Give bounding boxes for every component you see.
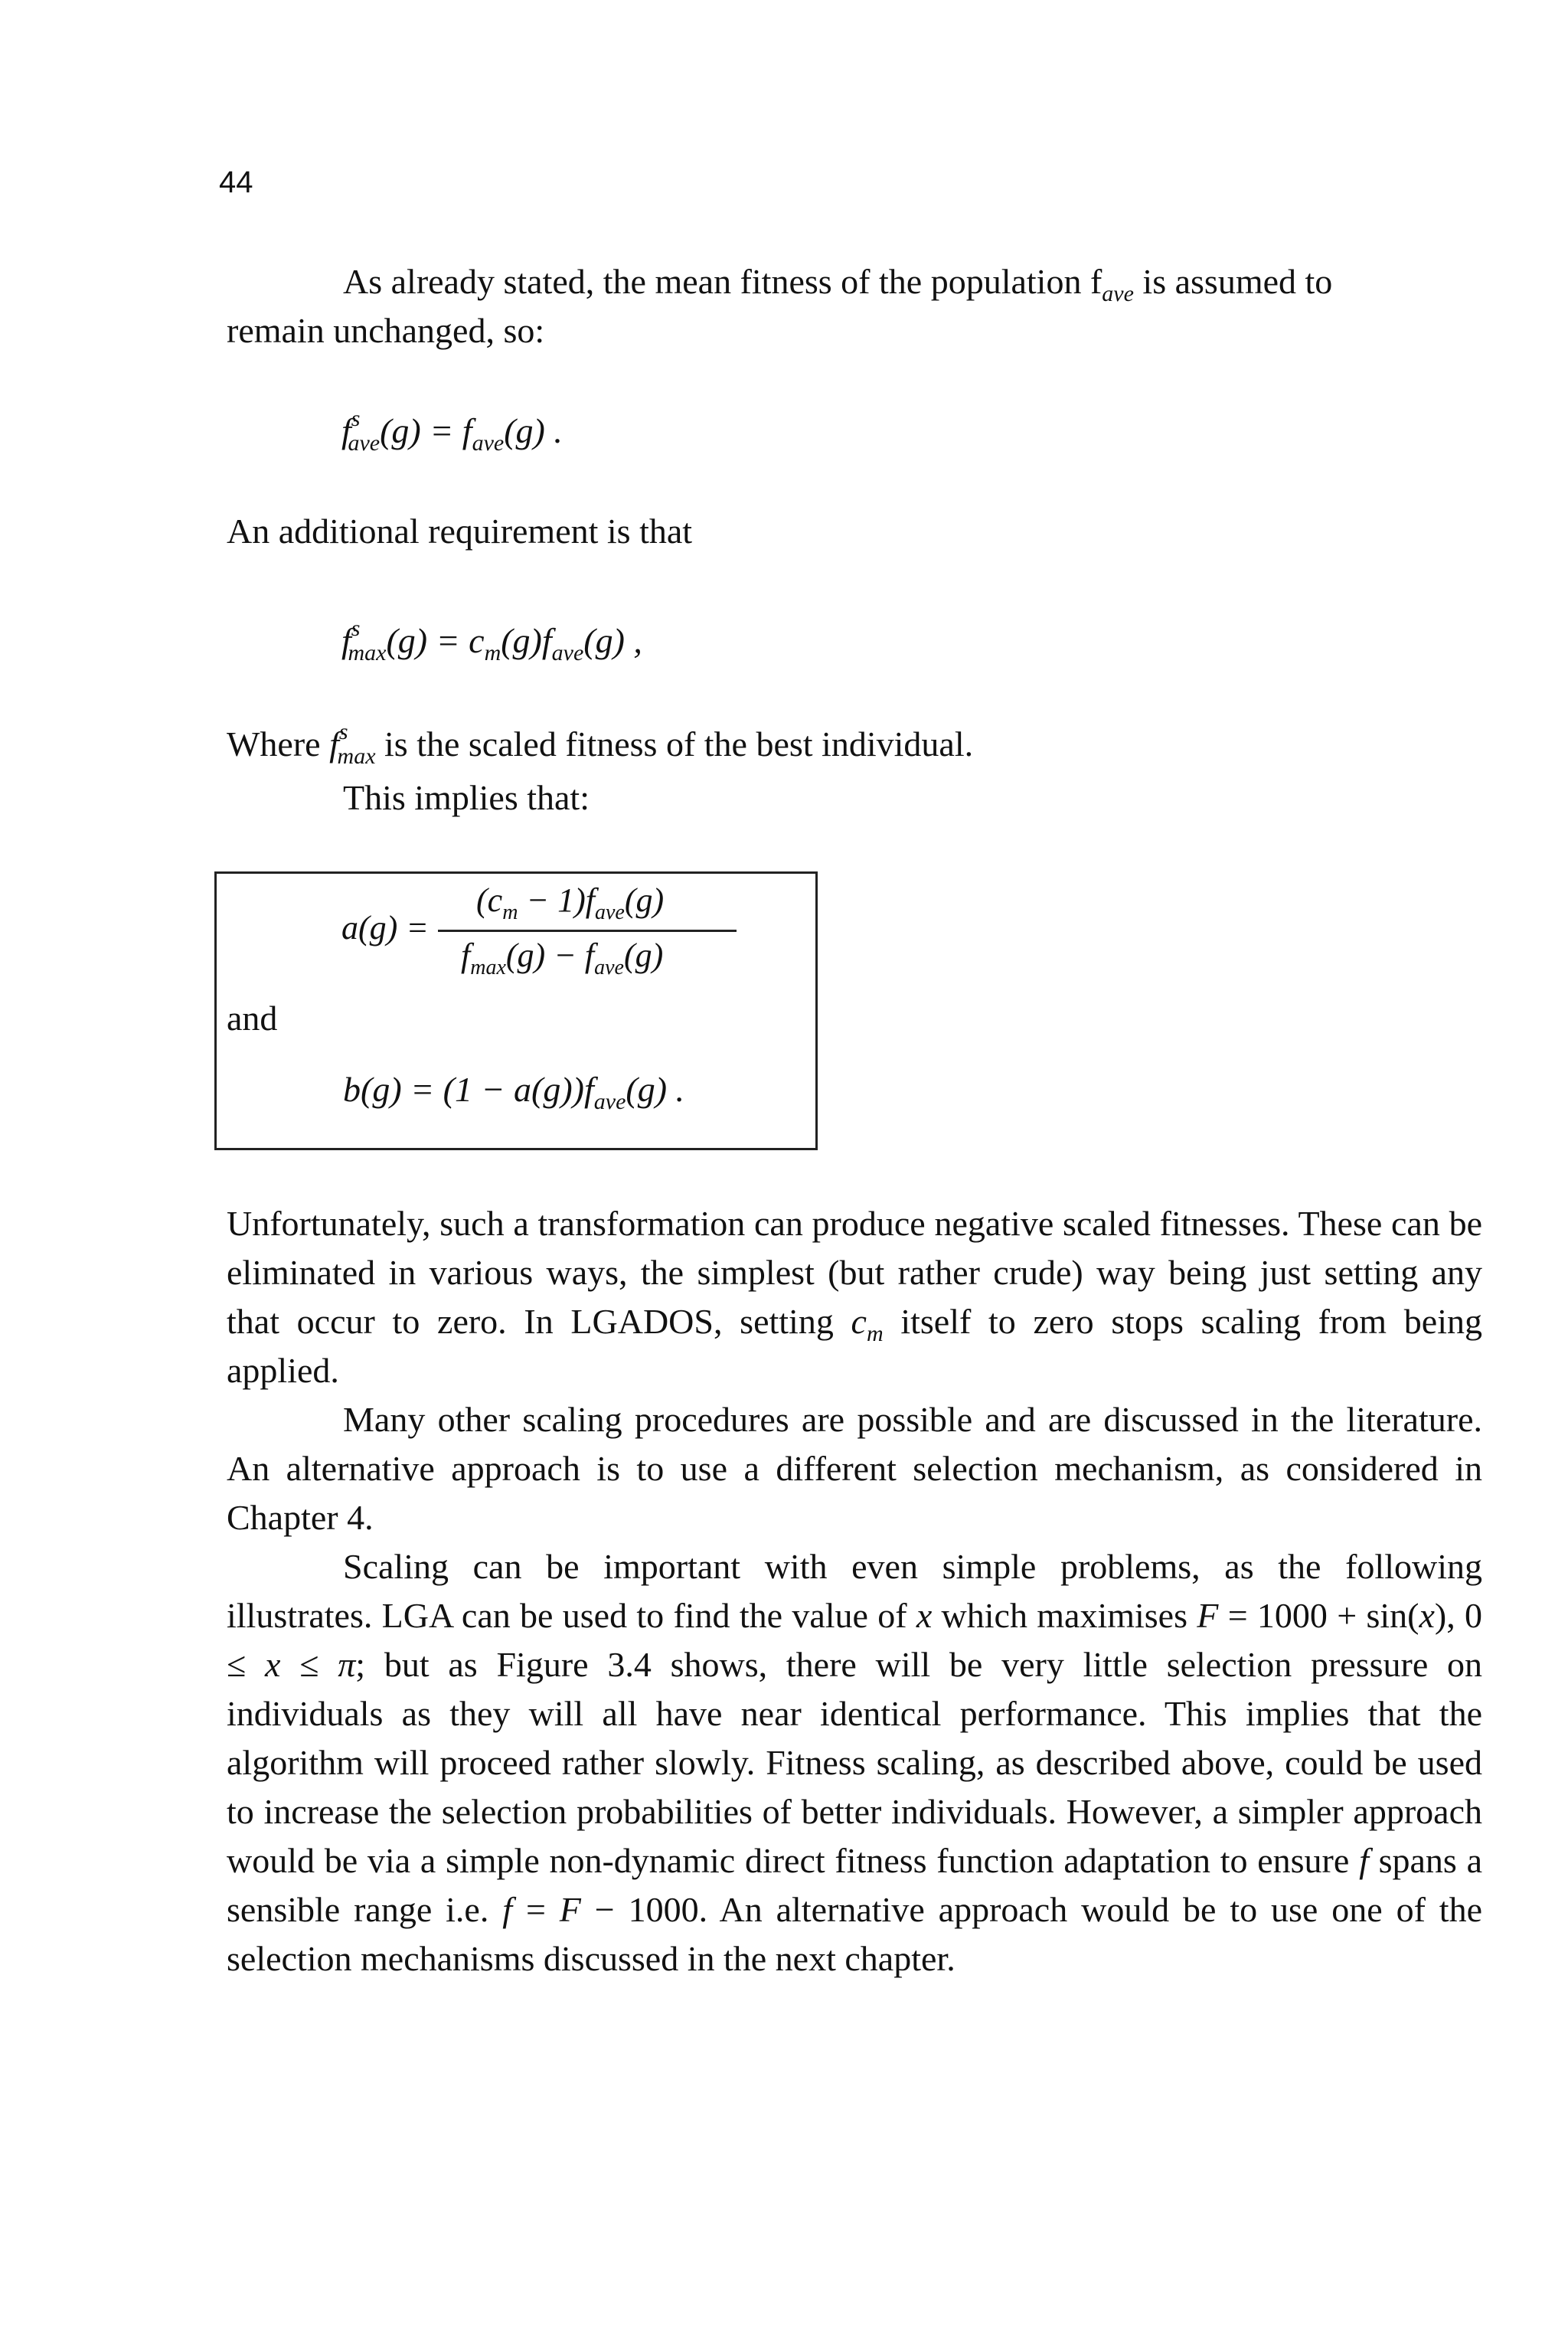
equation-1: $f^s_{ave}(g) = f_{ave}(g)$ .: [341, 406, 563, 456]
equation-3-lhs: a(g) =: [341, 909, 429, 947]
paragraph-2: An additional requirement is that: [227, 512, 693, 551]
paragraph-3: Where $f^s_{max}$ is the scaled fitness of the best individual.: [227, 719, 974, 769]
equation-4: $b(g) = (1 - a(g))f_{ave}(g)$ .: [343, 1070, 685, 1114]
paragraph-5: Unfortunately, such a transformation can produce negative scaled fitnesses. These can be eliminated in various ways, the simplest (but rather crude) way being just setting any that occur to zero. In LGADOS, setting $c_m$ itself to zero stops scaling from being applied.: [227, 1204, 1482, 1390]
equation-3-denominator: $f_{max}(g) - f_{ave}(g)$: [461, 937, 664, 979]
page-number: 44: [219, 165, 253, 199]
paragraph-7: Scaling can be important with even simple problems, as the following illustrates. LGA can be used to find the value of x which maximises F = 1000 + sin(x), 0 ≤ x ≤ π; but as Figure 3.4 shows, there will be very little selection pressure on individuals as they will all have near identical performance. This implies that the algorithm will proceed rather slowly. Fitness scaling, as described above, could be used to increase the selection probabilities of better individuals. However, a simpler approach would be via a simple non-dynamic direct fitness function adaptation to ensure f spans a sensible range i.e. f = F − 1000. An alternative approach would be to use one of the selection mechanisms discussed in the next chapter.: [227, 1547, 1483, 1978]
box-and-label: and: [227, 999, 278, 1038]
paragraph-4: This implies that:: [343, 778, 590, 817]
paragraph-1-line-2: remain unchanged, so:: [227, 311, 545, 350]
paragraph-6: Many other scaling procedures are possible and are discussed in the literature. An alternative approach is to use a different selection mechanism, as considered in Chapter 4.: [227, 1400, 1482, 1537]
paragraph-1-line-1: As already stated, the mean fitness of the population $f_{ave}$ is assumed to: [343, 262, 1333, 306]
equation-2: $f^s_{max}(g) = c_m(g)f_{ave}(g)$ ,: [341, 616, 642, 665]
equation-3-numerator: $(c_m - 1)f_{ave}(g)$: [476, 881, 665, 924]
fraction-bar: [438, 930, 737, 932]
